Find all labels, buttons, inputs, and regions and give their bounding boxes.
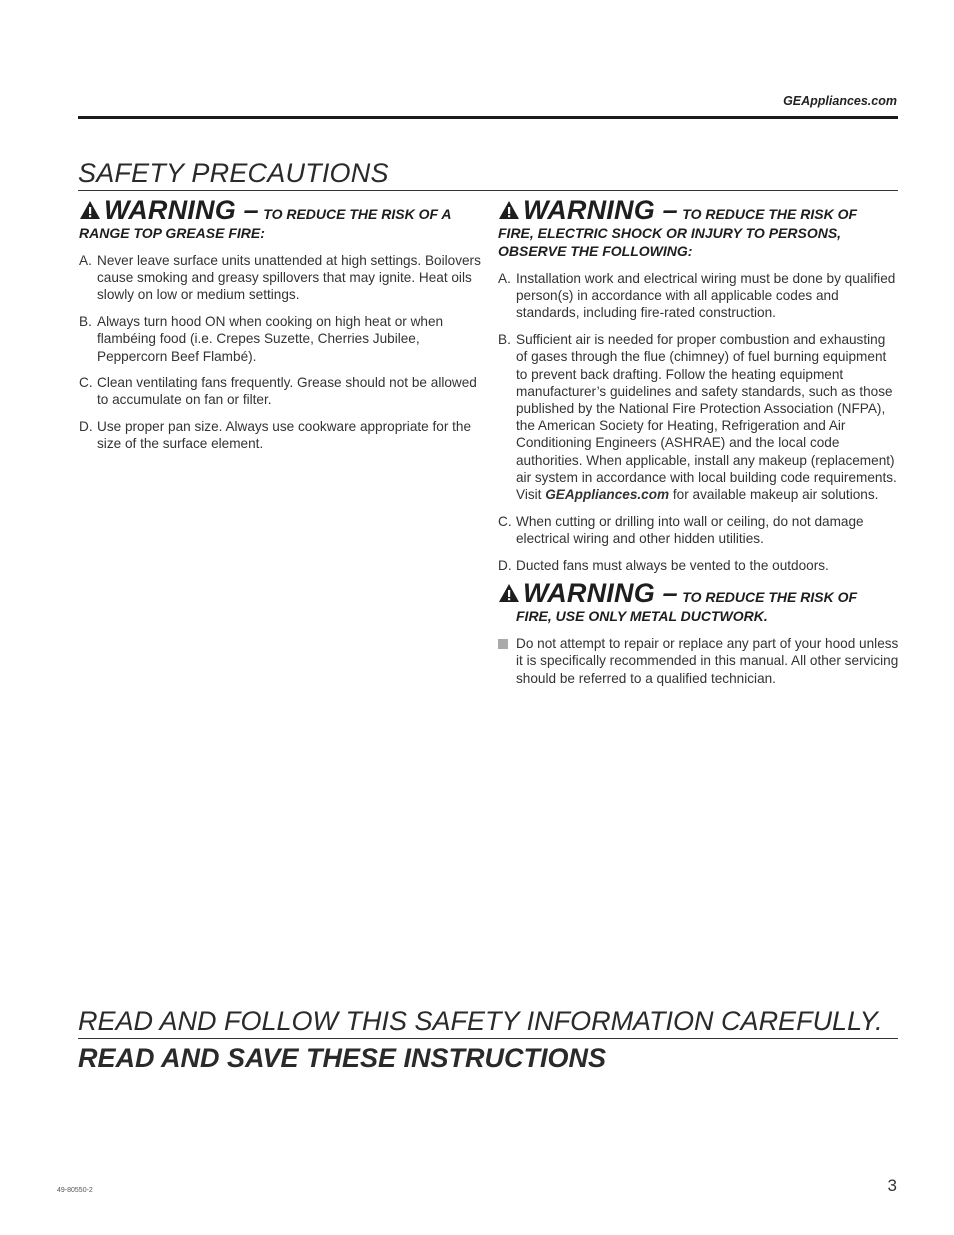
footer-rule [78,1038,898,1039]
warning-label: WARNING – [523,578,678,609]
electric-list [498,270,900,574]
list-item: B. Always turn hood ON when cooking on high heat or when flambéing food (i.e. Crepes Suzette, Cherries Jubilee, Peppercorn Beef Flambé). [79,314,444,364]
warning-lead: TO REDUCE THE RISK OF A [263,206,452,222]
site-url: GEAppliances.com [783,94,897,108]
page-number: 3 [887,1176,897,1195]
header-rule [78,116,898,119]
warning-triangle-icon [498,583,520,603]
warning-heading-electric [498,195,900,260]
grease-fire-list [79,252,481,453]
warning-heading-ductwork [498,578,900,625]
list-item: A. Never leave surface units unattended at high settings. Boilovers cause smoking and greasy spillovers that may ignite. Heat oils slowly on low or medium settings. [79,253,481,303]
list-item: D. Use proper pan size. Always use cookware appropriate for the size of the surface element. [79,419,472,452]
website-link[interactable]: GEAppliances.com [545,486,670,502]
warning-lead: TO REDUCE THE RISK OF [682,206,858,222]
ductwork-list [498,635,900,687]
warning-heading-grease [79,195,481,242]
bullet-square-icon [498,639,508,649]
warning-label: WARNING – [523,195,678,225]
warning-rest: FIRE, USE ONLY METAL DUCTWORK. [516,608,768,625]
list-item: Do not attempt to repair or replace any part of your hood unless it is specifically recommended in this manual. All other servicing should be referred to a qualified technician. [498,635,900,687]
list-item: C. When cutting or drilling into wall or ceiling, do not damage electrical wiring and other hidden utilities. [498,513,864,546]
list-item: A. Installation work and electrical wiring must be done by qualified person(s) in accordance with all applicable codes and standards, including fire-rated construction. [498,271,896,321]
left-column [79,195,481,462]
section-rule [78,190,898,191]
right-column [498,195,900,696]
list-item: B. Sufficient air is needed for proper combustion and exhausting of gases through the flue (chimney) of fuel burning equipment to prevent back drafting. Follow the heating equipment manufacturer’s guidelines and safety standards, such as those published by the National Fire Protection Association (NFPA), the American Society for Heating, Refrigeration and Air Conditioning Engineers (ASHRAE) and the local code authorities. When applicable, install any makeup (replacement) air system in accordance with local building code requirements. Visit GEAppliances.com for available makeup air solutions. [498,332,897,502]
warning-label: WARNING – [104,195,259,225]
list-item: D. Ducted fans must always be vented to the outdoors. [498,557,829,573]
read-follow-banner: READ AND FOLLOW THIS SAFETY INFORMATION CAREFULLY. [78,1006,883,1036]
section-title: SAFETY PRECAUTIONS [78,158,389,188]
list-item: C. Clean ventilating fans frequently. Grease should not be allowed to accumulate on fan or filter. [79,375,477,408]
warning-lead: TO REDUCE THE RISK OF [682,589,858,606]
document-number: 49-80550-2 [57,1187,93,1194]
warning-triangle-icon [79,200,101,220]
warning-triangle-icon [498,200,520,220]
warning-rest: FIRE, ELECTRIC SHOCK OR INJURY TO PERSONS, OBSERVE THE FOLLOWING: [498,225,842,259]
read-save-banner: READ AND SAVE THESE INSTRUCTIONS [78,1043,607,1073]
warning-rest: RANGE TOP GREASE FIRE: [79,225,265,241]
